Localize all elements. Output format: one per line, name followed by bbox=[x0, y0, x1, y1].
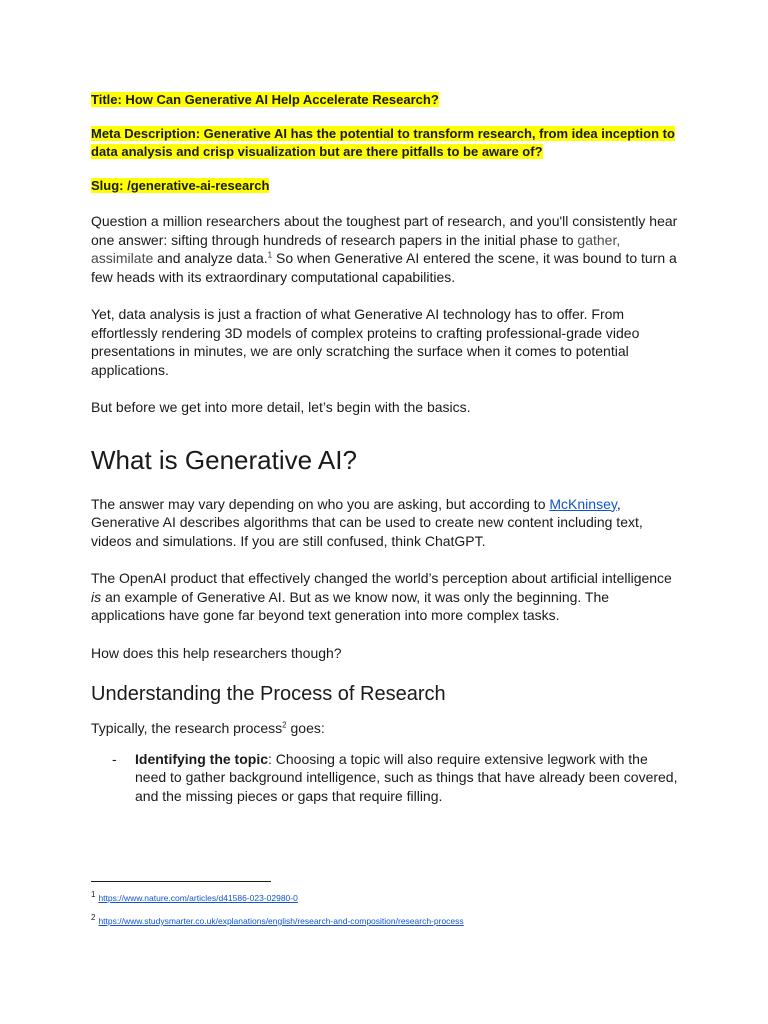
section1-paragraph-1 bbox=[91, 495, 678, 551]
section1-p1-text-b: , Generative AI describes algorithms that can be used to create new content including text, videos and simulations. If you are still confused, think ChatGPT. bbox=[91, 495, 643, 549]
heading-what-is-generative-ai: What is Generative AI? bbox=[91, 444, 357, 475]
meta-slug-text: Slug: /generative-ai-research bbox=[91, 177, 270, 193]
intro-p1-text-b: gather, assimilate bbox=[91, 231, 621, 266]
footnote-1-link[interactable]: https://www.nature.com/articles/d41586-023-02980-0 bbox=[98, 893, 298, 903]
list-item bbox=[91, 750, 678, 806]
research-steps-list bbox=[91, 750, 678, 806]
meta-title-text: Title: How Can Generative AI Help Accelerate Research? bbox=[91, 92, 439, 107]
list-item-text: : Choosing a topic will also require extensive legwork with the need to gather background intelligence, such as things that have already been covered, and the missing pieces or gaps that require filling. bbox=[135, 750, 678, 804]
footnote-1 bbox=[91, 892, 681, 904]
section2-intro bbox=[91, 719, 678, 738]
meta-slug bbox=[91, 177, 678, 196]
footnote-1-number: 1 bbox=[91, 890, 96, 900]
meta-description-text: Meta Description: Generative AI has the potential to transform research, from idea inception to data analysis and crisp visualization but are there pitfalls to be aware of? bbox=[91, 125, 675, 159]
intro-p1-text-c: and analyze data. bbox=[153, 250, 268, 266]
section1-p2-text-a: The OpenAI product that effectively changed the world’s perception about artificial intelligence bbox=[91, 570, 672, 586]
section1-p1-text-a: The answer may vary depending on who you are asking, but according to bbox=[91, 495, 550, 512]
intro-p1-text-d: So when Generative AI entered the scene, it was bound to turn a few heads with its extraordinary computational capabilities. bbox=[91, 250, 677, 285]
section1-p2-emphasis: is bbox=[91, 588, 102, 605]
intro-paragraph-2: Yet, data analysis is just a fraction of what Generative AI technology has to offer. From effortlessly rendering 3D models of complex proteins to crafting professional-grade video presentations in minutes, we are only scratching the surface when it comes to potential applications. bbox=[91, 306, 640, 378]
section1-paragraph-2 bbox=[91, 569, 678, 625]
list-dash: - bbox=[112, 750, 117, 767]
intro-paragraph-3: But before we get into more detail, let’s begin with the basics. bbox=[91, 399, 471, 415]
meta-title bbox=[91, 91, 678, 110]
heading-understanding-process: Understanding the Process of Research bbox=[91, 683, 446, 705]
meta-description bbox=[91, 125, 678, 162]
section2-intro-text-a: Typically, the research process bbox=[91, 720, 283, 736]
section2-intro-text-b: goes: bbox=[286, 720, 325, 736]
footnote-divider bbox=[91, 881, 271, 882]
footnotes bbox=[91, 881, 681, 938]
mckinsey-link[interactable]: McKninsey bbox=[549, 495, 617, 512]
section1-p2-text-b: an example of Generative AI. But as we know now, it was only the beginning. The applications have gone far beyond text generation into more complex tasks. bbox=[91, 588, 610, 623]
intro-paragraph-1 bbox=[91, 212, 678, 286]
footnote-2 bbox=[91, 915, 681, 927]
footnote-2-link[interactable]: https://www.studysmarter.co.uk/explanations/english/research-and-composition/research-process bbox=[98, 916, 464, 926]
footnote-2-number: 2 bbox=[91, 913, 96, 923]
intro-p1-text-a: Question a million researchers about the toughest part of research, and you'll consistently hear one answer: sifting through hundreds of research papers in the initial phase to bbox=[91, 213, 678, 248]
list-item-title: Identifying the topic bbox=[135, 750, 268, 767]
footnote-ref-1[interactable]: 1 bbox=[267, 250, 273, 260]
footnote-ref-2[interactable]: 2 bbox=[282, 720, 287, 730]
section1-paragraph-3: How does this help researchers though? bbox=[91, 644, 342, 661]
